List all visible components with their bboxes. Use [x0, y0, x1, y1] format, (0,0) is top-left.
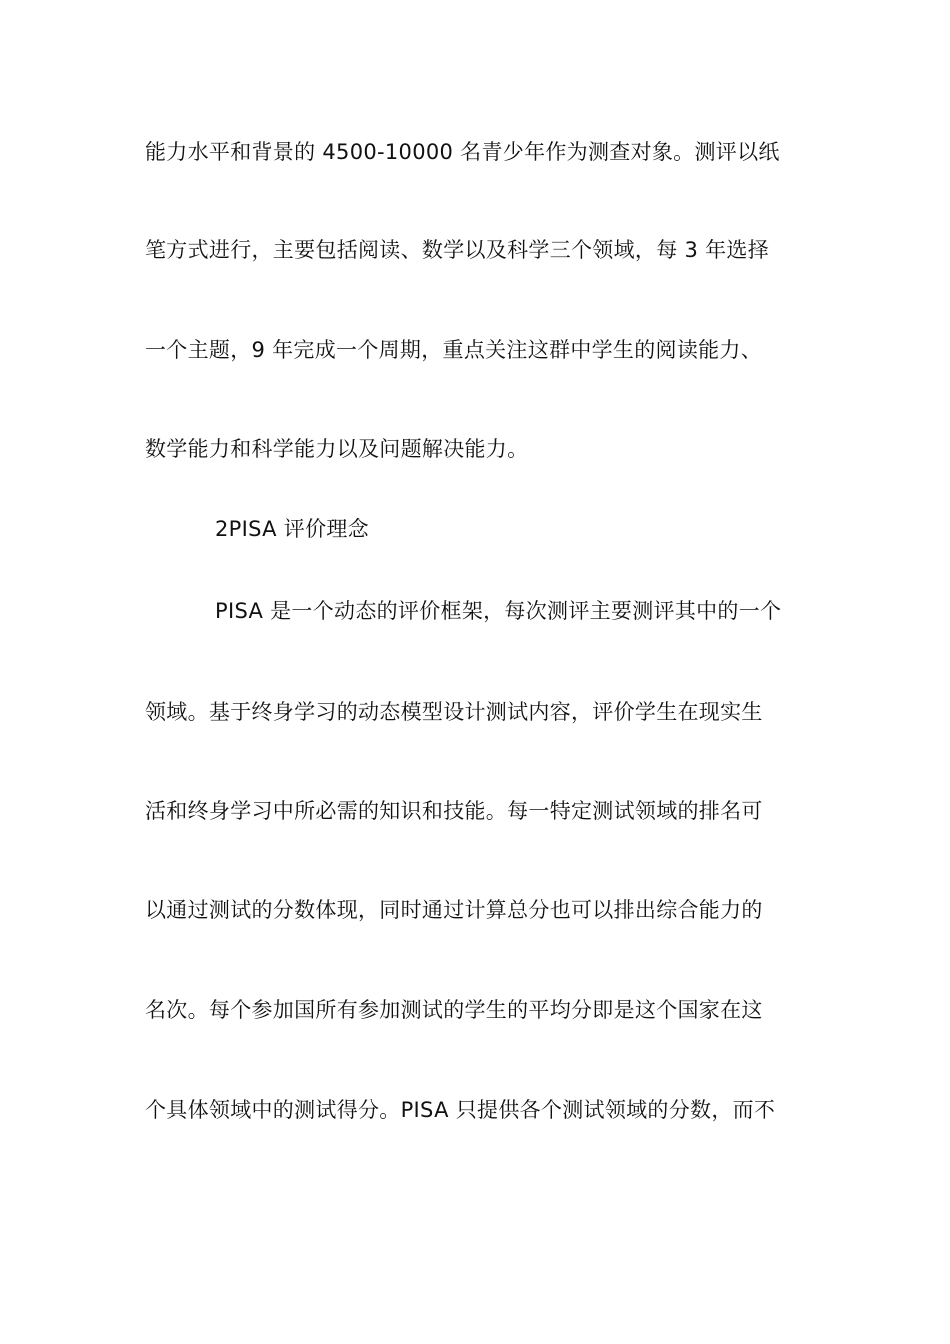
paragraph-line: 能力水平和背景的 4500-10000 名青少年作为测查对象。测评以纸: [145, 140, 780, 164]
paragraph-line: 个具体领域中的测试得分。PISA 只提供各个测试领域的分数，而不: [145, 1098, 776, 1122]
paragraph-line: PISA 是一个动态的评价框架，每次测评主要测评其中的一个: [215, 599, 782, 623]
section-heading: 2PISA 评价理念: [215, 517, 369, 541]
paragraph-line: 数学能力和科学能力以及问题解决能力。: [145, 437, 529, 461]
paragraph-line: 领域。基于终身学习的动态模型设计测试内容，评价学生在现实生: [145, 700, 763, 724]
paragraph-line: 以通过测试的分数体现，同时通过计算总分也可以排出综合能力的: [145, 898, 763, 922]
paragraph-line: 活和终身学习中所必需的知识和技能。每一特定测试领域的排名可: [145, 799, 763, 823]
paragraph-line: 一个主题，9 年完成一个周期，重点关注这群中学生的阅读能力、: [145, 338, 763, 362]
paragraph-line: 笔方式进行，主要包括阅读、数学以及科学三个领域，每 3 年选择: [145, 238, 770, 262]
paragraph-line: 名次。每个参加国所有参加测试的学生的平均分即是这个国家在这: [145, 998, 763, 1022]
